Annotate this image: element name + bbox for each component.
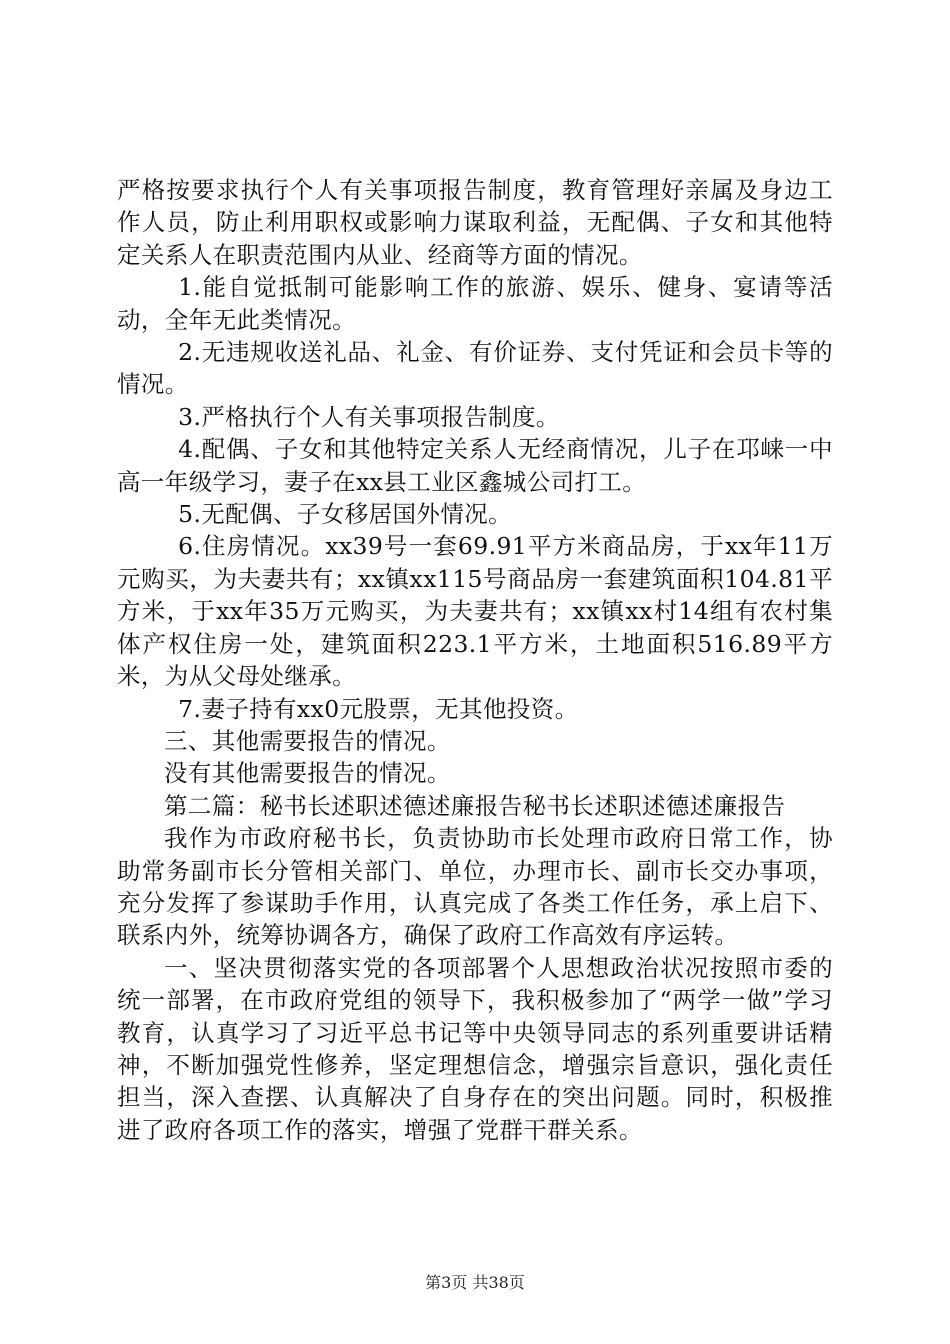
list-item-4: 4.配偶、子女和其他特定关系人无经商情况，儿子在邛崃一中高一年级学习，妻子在xx县工业区鑫城公司打工。 [117, 435, 833, 496]
paragraph-intro: 严格按要求执行个人有关事项报告制度，教育管理好亲属及身边工作人员，防止利用职权或影响力谋取利益，无配偶、子女和其他特定关系人在职责范围内从业、经商等方面的情况。 [117, 176, 833, 269]
list-item-2: 2.无违规收送礼品、礼金、有价证券、支付凭证和会员卡等的情况。 [117, 338, 833, 399]
list-item-6: 6.住房情况。xx39号一套69.91平方米商品房，于xx年11万元购买，为夫妻共有；xx镇xx115号商品房一套建筑面积104.81平方米，于xx年35万元购买，为夫妻共有；xx镇xx村14组有农村集体产权住房一处，建筑面积223.1平方米，土地面积516.89平方米，为从父母处继承。 [117, 532, 833, 691]
list-item-7: 7.妻子持有xx0元股票，无其他投资。 [178, 694, 579, 723]
list-item-1: 1.能自觉抵制可能影响工作的旅游、娱乐、健身、宴请等活动，全年无此类情况。 [117, 273, 833, 334]
paragraph-role: 我作为市政府秘书长，负责协助市长处理市政府日常工作，协助常务副市长分管相关部门、单位，办理市长、副市长交办事项，充分发挥了参谋助手作用，认真完成了各类工作任务，承上启下、联系内外，统筹协调各方，确保了政府工作高效有序运转。 [117, 824, 833, 950]
list-item-5: 5.无配偶、子女移居国外情况。 [178, 500, 513, 529]
page-number-footer: 第3页 共38页 [425, 1273, 525, 1292]
document-body [117, 174, 833, 1146]
list-item-3: 3.严格执行个人有关事项报告制度。 [178, 402, 560, 431]
paragraph-no-other: 没有其他需要报告的情况。 [164, 759, 451, 788]
paragraph-section-1: 一、坚决贯彻落实党的各项部署个人思想政治状况按照市委的统一部署，在市政府党组的领导下，我积极参加了“两学一做”学习教育，认真学习了习近平总书记等中央领导同志的系列重要讲话精神，不断加强党性修养，坚定理想信念，增强宗旨意识，强化责任担当，深入查摆、认真解决了自身存在的突出问题。同时，积极推进了政府各项工作的落实，增强了党群干群关系。 [117, 953, 833, 1144]
section-heading-3: 三、其他需要报告的情况。 [164, 726, 451, 755]
chapter-title: 第二篇：秘书长述职述德述廉报告秘书长述职述德述廉报告 [164, 791, 786, 820]
